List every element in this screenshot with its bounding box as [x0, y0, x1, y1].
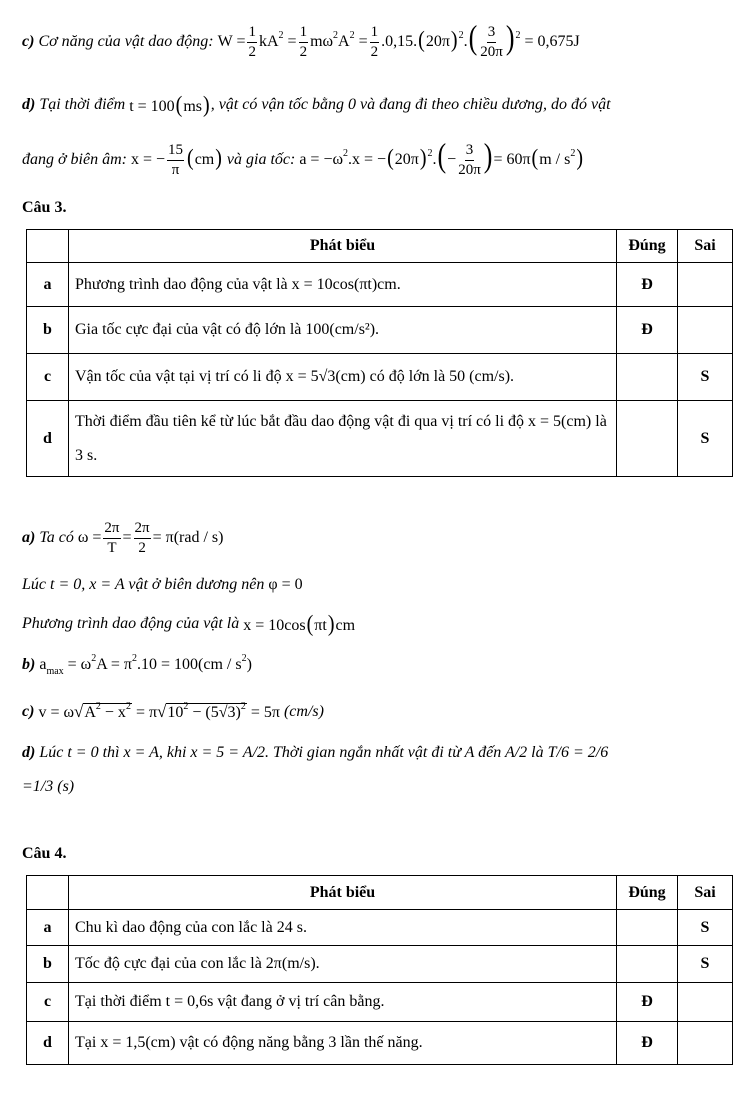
solution-text: =1/3 (s)	[22, 778, 75, 795]
part-label: c)	[22, 33, 35, 50]
table-row	[27, 1022, 733, 1065]
solution-text: đang ở biên âm:	[22, 151, 127, 168]
row-true-mark: Đ	[617, 983, 678, 1022]
row-false-mark: S	[678, 401, 733, 477]
row-false-mark: S	[678, 946, 733, 983]
row-true-mark	[617, 401, 678, 477]
row-statement: Thời điểm đầu tiên kể từ lúc bắt đầu dao động vật đi qua vị trí có li độ x = 5(cm) là 3 s.	[69, 401, 617, 477]
velocity-formula: $v = \omega√A^2 - x^2 = \pi√10^2 - (5√3)^2 = 5\pi$	[38, 701, 280, 721]
header-label	[27, 876, 69, 910]
solution-3a-line	[22, 518, 223, 558]
header-statement: Phát biểu	[69, 230, 617, 263]
equation-formula: x = 10cos(πt)cm	[243, 610, 356, 637]
max-acceleration-formula: $a_{max} = \omega^2A = \pi^2.10 = 100(cm / s^2)$	[39, 653, 252, 677]
acceleration-formula: $a = -\omega^2.x = -(20\pi)^2.(-$ $\frac{3}{20\pi}$ )= $60\pi(m / s^2)$	[299, 136, 584, 178]
row-label: c	[27, 354, 69, 401]
solution-d-line2	[22, 138, 584, 182]
part-label: b)	[22, 656, 36, 673]
unit-text: (cm/s)	[283, 703, 324, 720]
row-true-mark: Đ	[617, 1022, 678, 1065]
header-true: Đúng	[617, 230, 678, 263]
row-statement: Vận tốc của vật tại vị trí có li độ x = 5√3(cm) có độ lớn là 50 (cm/s).	[69, 354, 617, 401]
row-statement: Chu kì dao động của con lắc là 24 s.	[69, 910, 617, 946]
question-3-table	[26, 229, 733, 477]
part-label: a)	[22, 529, 36, 546]
header-false: Sai	[678, 876, 733, 910]
row-label: a	[27, 910, 69, 946]
position-formula: x = − $\frac{15}{\pi}$ (cm)	[130, 141, 222, 178]
header-label	[27, 230, 69, 263]
row-label: c	[27, 983, 69, 1022]
row-true-mark: Đ	[617, 307, 678, 354]
question-4-table	[26, 875, 733, 1065]
row-false-mark	[678, 307, 733, 354]
table-row	[27, 946, 733, 983]
solution-text: Ta có	[39, 529, 74, 546]
solution-text: , vật có vận tốc bằng 0 và đang đi theo chiều dương, do đó vật	[210, 96, 611, 113]
part-label: c)	[22, 703, 35, 720]
row-true-mark	[617, 910, 678, 946]
question-4-heading: Câu 4.	[22, 845, 67, 862]
row-label: b	[27, 946, 69, 983]
solution-text: và gia tốc:	[226, 151, 296, 168]
solution-3d-line	[22, 740, 608, 766]
table-row	[27, 263, 733, 307]
row-label: b	[27, 307, 69, 354]
solution-3d-line2	[22, 774, 74, 800]
energy-formula: W = $\frac{1}{2}$ $kA^2$ = $\frac{1}{2}$ $m\omega^2A^2$ = $\frac{1}{2}$ $.0,15.(20\pi)^2$.( $\frac{3}{20\pi}$ )$^2$ = 0,675J	[217, 18, 580, 60]
row-label: d	[27, 1022, 69, 1065]
table-row	[27, 354, 733, 401]
solution-3a-line2	[22, 572, 303, 598]
row-statement: Tốc độ cực đại của con lắc là 2π(m/s).	[69, 946, 617, 983]
table-header-row	[27, 876, 733, 910]
question-3-heading: Câu 3.	[22, 199, 67, 216]
header-false: Sai	[678, 230, 733, 263]
table-row	[27, 307, 733, 354]
solution-3a-line3	[22, 610, 355, 638]
table-row	[27, 910, 733, 946]
part-label: d)	[22, 744, 36, 761]
row-false-mark	[678, 1022, 733, 1065]
solution-text: Tại thời điểm	[39, 96, 126, 113]
solution-text: Phương trình dao động của vật là	[22, 615, 240, 632]
row-false-mark: S	[678, 910, 733, 946]
table-row	[27, 983, 733, 1022]
row-false-mark	[678, 983, 733, 1022]
solution-text: Cơ năng của vật dao động:	[38, 33, 214, 50]
header-statement: Phát biểu	[69, 876, 617, 910]
table-row	[27, 401, 733, 477]
solution-text: Lúc t = 0 thì x = A, khi x = 5 = A/2. Thời gian ngắn nhất vật đi từ A đến A/2 là T/6 = 2/6	[39, 744, 609, 761]
row-true-mark	[617, 354, 678, 401]
phase-formula: φ = 0	[268, 576, 303, 593]
table-header-row	[27, 230, 733, 263]
row-false-mark: S	[678, 354, 733, 401]
time-formula: t = 100(ms)	[129, 91, 210, 118]
part-label: d)	[22, 96, 36, 113]
solution-d-line1	[22, 92, 611, 118]
row-true-mark: Đ	[617, 263, 678, 307]
row-label: d	[27, 401, 69, 477]
row-statement: Gia tốc cực đại của vật có độ lớn là 100(cm/s²).	[69, 307, 617, 354]
row-label: a	[27, 263, 69, 307]
row-statement: Tại x = 1,5(cm) vật có động năng bằng 3 lần thế năng.	[69, 1022, 617, 1065]
row-true-mark	[617, 946, 678, 983]
row-statement: Phương trình dao động của vật là x = 10cos(πt)cm.	[69, 263, 617, 307]
row-false-mark	[678, 263, 733, 307]
omega-formula: ω = $\frac{2\pi}{T}$ = $\frac{2\pi}{2}$ = π(rad / s)	[77, 519, 224, 556]
row-statement: Tại thời điểm t = 0,6s vật đang ở vị trí cân bằng.	[69, 983, 617, 1022]
solution-3c-line	[22, 698, 324, 726]
solution-text: Lúc t = 0, x = A vật ở biên dương nên	[22, 576, 265, 593]
solution-3b-line	[22, 652, 252, 678]
header-true: Đúng	[617, 876, 678, 910]
solution-c-line	[22, 18, 580, 62]
